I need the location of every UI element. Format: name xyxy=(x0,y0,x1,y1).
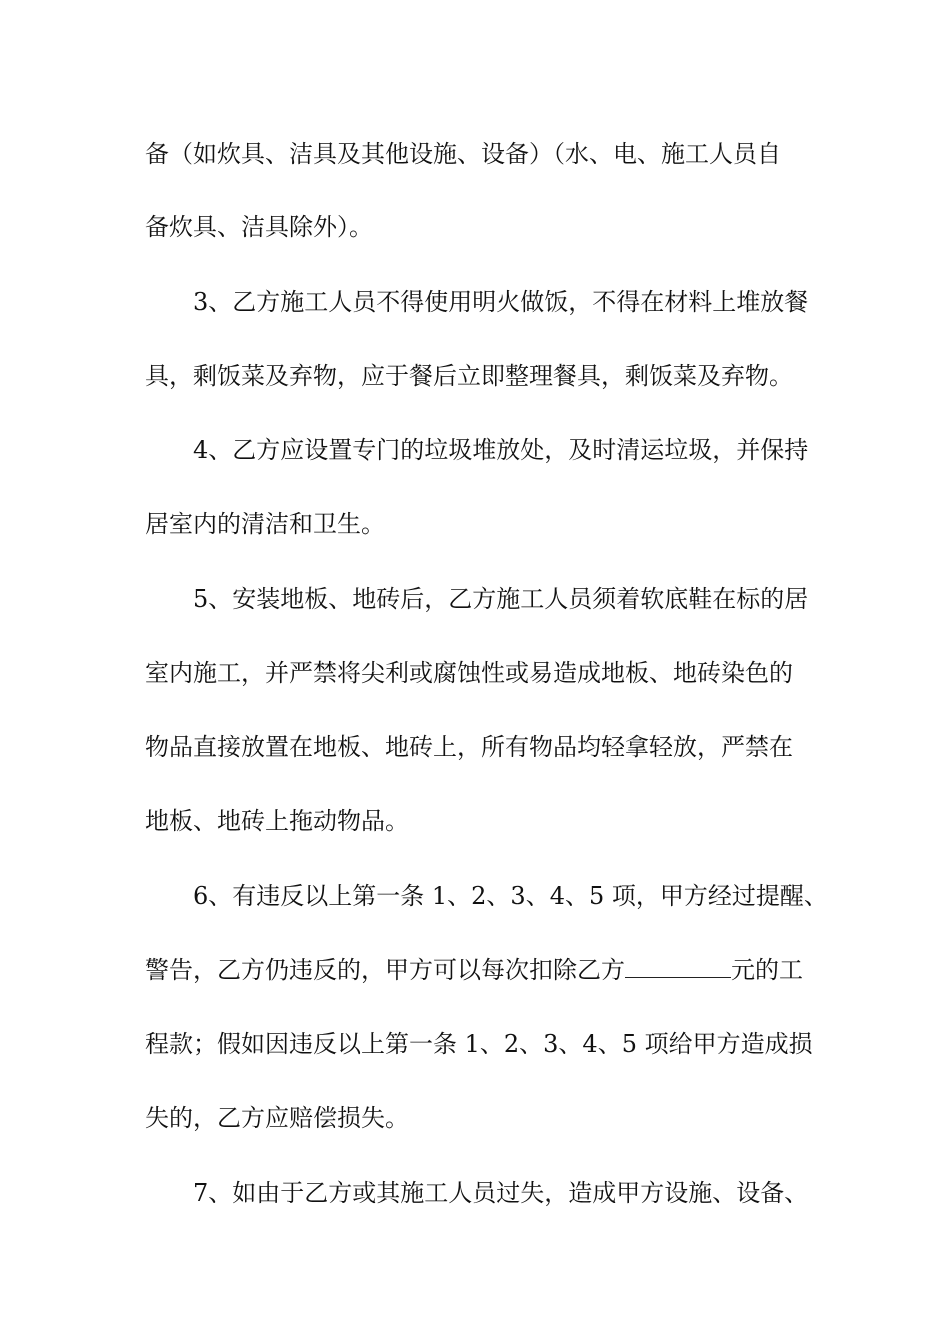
text-line: 居室内的清洁和卫生。 xyxy=(145,510,385,538)
text-line: 备炊具、洁具除外）。 xyxy=(145,213,373,241)
text-line: 物品直接放置在地板、地砖上，所有物品均轻拿轻放，严禁在 xyxy=(145,733,793,761)
paragraph-7-start: 7、如由于乙方或其施工人员过失，造成甲方设施、设备、 xyxy=(193,1179,809,1207)
penalty-text-before: 警告，乙方仍违反的，甲方可以每次扣除乙方 xyxy=(145,956,625,984)
text-line: 具，剩饭菜及弃物，应于餐后立即整理餐具，剩饭菜及弃物。 xyxy=(145,362,793,390)
text-line: 备（如炊具、洁具及其他设施、设备）（水、电、施工人员自 xyxy=(145,140,781,168)
paragraph-3-start: 3、乙方施工人员不得使用明火做饭，不得在材料上堆放餐 xyxy=(193,288,809,316)
paragraph-6-start: 6、有违反以上第一条 1、2、3、4、5 项，甲方经过提醒、 xyxy=(193,882,828,910)
penalty-text-after: 元的工 xyxy=(731,956,803,984)
paragraph-4-start: 4、乙方应设置专门的垃圾堆放处，及时清运垃圾，并保持 xyxy=(193,436,809,464)
text-line: 地板、地砖上拖动物品。 xyxy=(145,807,409,835)
paragraph-5-start: 5、安装地板、地砖后，乙方施工人员须着软底鞋在标的居 xyxy=(193,585,809,613)
text-line: 失的，乙方应赔偿损失。 xyxy=(145,1104,409,1132)
text-line: 室内施工，并严禁将尖利或腐蚀性或易造成地板、地砖染色的 xyxy=(145,659,793,687)
text-line: 程款；假如因违反以上第一条 1、2、3、4、5 项给甲方造成损 xyxy=(145,1030,813,1058)
penalty-line xyxy=(145,954,825,986)
amount-blank xyxy=(625,957,731,978)
